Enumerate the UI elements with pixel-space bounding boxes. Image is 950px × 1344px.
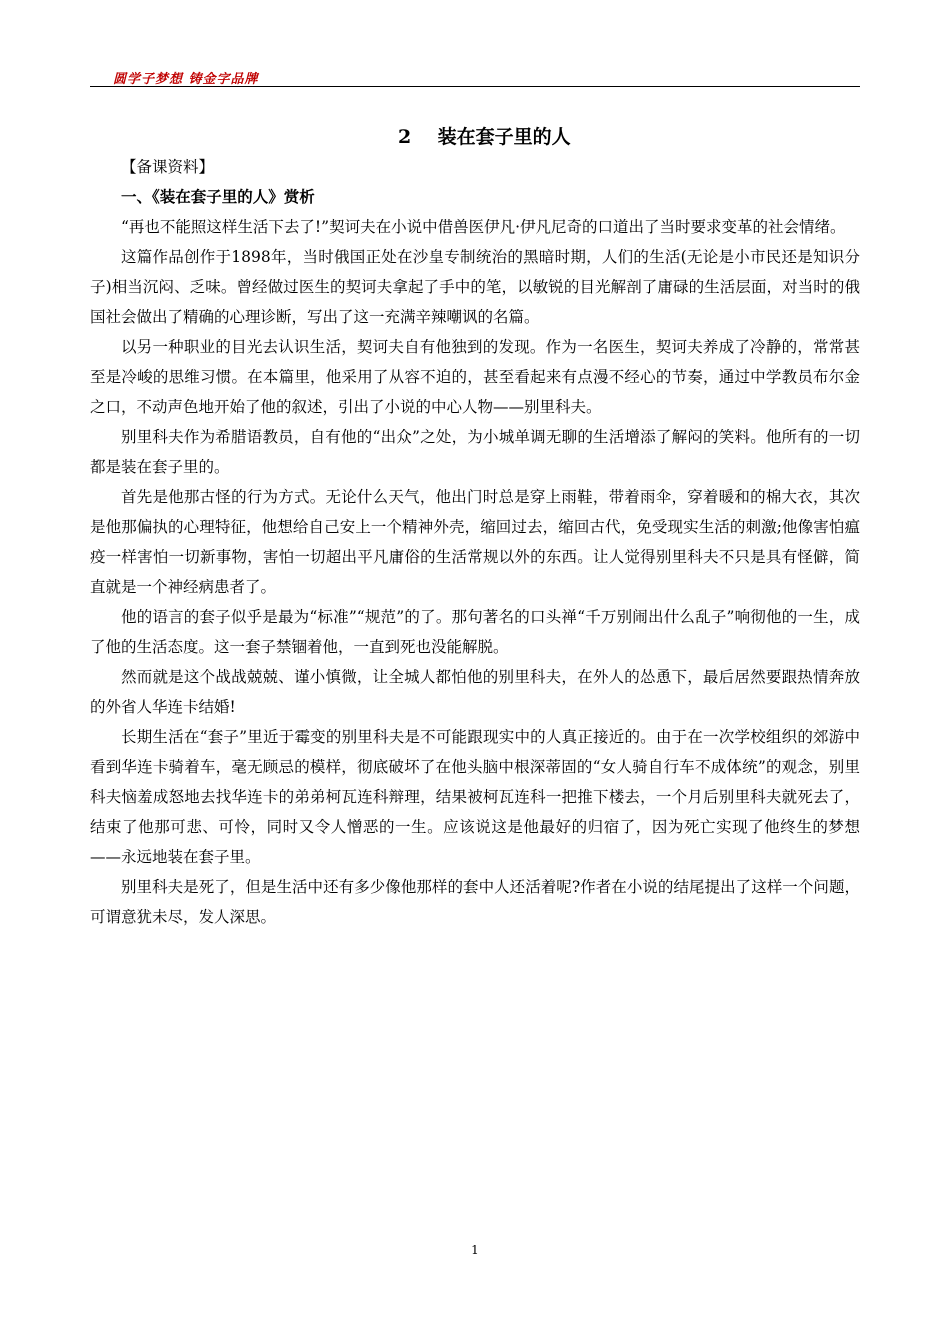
paragraph: 别里科夫是死了，但是生活中还有多少像他那样的套中人还活着呢?作者在小说的结尾提出了这样一个问题，可谓意犹未尽，发人深思。 (90, 878, 860, 926)
header-brand: 圆学子梦想 铸金字品牌 (113, 72, 259, 87)
paragraph: “再也不能照这样生活下去了!”契诃夫在小说中借兽医伊凡·伊凡尼奇的口道出了当时要求变革的社会情绪。 (121, 218, 846, 236)
section-heading: 一、《装在套子里的人》赏析 (121, 187, 315, 206)
paragraph: 他的语言的套子似乎是最为“标准”“规范”的了。那句著名的口头禅“千万别闹出什么乱子”响彻他的一生，成了他的生活态度。这一套子禁锢着他，一直到死也没能解脱。 (90, 608, 860, 656)
paragraph: 别里科夫作为希腊语教员，自有他的“出众”之处，为小城单调无聊的生活增添了解闷的笑料。他所有的一切都是装在套子里的。 (90, 428, 860, 476)
page-number: 1 (471, 1243, 479, 1257)
paragraph: 以另一种职业的目光去认识生活，契诃夫自有他独到的发现。作为一名医生，契诃夫养成了冷静的，常常甚至是冷峻的思维习惯。在本篇里，他采用了从容不迫的，甚至看起来有点漫不经心的节奏，通过中学教员布尔金之口，不动声色地开始了他的叙述，引出了小说的中心人物——别里科夫。 (90, 338, 860, 416)
paragraph: 这篇作品创作于1898年，当时俄国正处在沙皇专制统治的黑暗时期，人们的生活(无论是小市民还是知识分子)相当沉闷、乏味。曾经做过医生的契诃夫拿起了手中的笔，以敏锐的目光解剖了庸碌的生活层面，对当时的俄国社会做出了精确的心理诊断，写出了这一充满辛辣嘲讽的名篇。 (90, 248, 860, 326)
header-rule (90, 86, 860, 87)
paragraph: 首先是他那古怪的行为方式。无论什么天气，他出门时总是穿上雨鞋，带着雨伞，穿着暖和的棉大衣，其次是他那偏执的心理特征，他想给自己安上一个精神外壳，缩回过去，缩回古代，免受现实生活的刺激;他像害怕瘟疫一样害怕一切新事物，害怕一切超出平凡庸俗的生活常规以外的东西。让人觉得别里科夫不只是具有怪僻，简直就是一个神经病患者了。 (90, 488, 860, 596)
document-body (90, 152, 860, 932)
paragraph: 长期生活在“套子”里近于霉变的别里科夫是不可能跟现实中的人真正接近的。由于在一次学校组织的郊游中看到华连卡骑着车，毫无顾忌的模样，彻底破坏了在他头脑中根深蒂固的“女人骑自行车不成体统”的观念，别里科夫恼羞成怒地去找华连卡的弟弟柯瓦连科辩理，结果被柯瓦连科一把推下楼去，一个月后别里科夫就死去了，结束了他那可悲、可怜，同时又令人憎恶的一生。应该说这是他最好的归宿了，因为死亡实现了他终生的梦想——永远地装在套子里。 (90, 728, 860, 866)
page-title: 2 装在套子里的人 (398, 126, 571, 148)
section-label: 【备课资料】 (121, 158, 215, 176)
paragraph: 然而就是这个战战兢兢、谨小慎微，让全城人都怕他的别里科夫，在外人的怂恿下，最后居然要跟热情奔放的外省人华连卡结婚! (90, 668, 860, 716)
